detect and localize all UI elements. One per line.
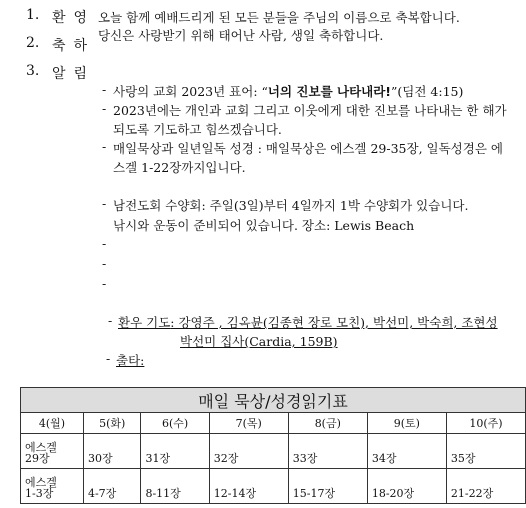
section-number: 3.: [26, 63, 40, 79]
retreat-line-2: 낚시와 운동이 준비되어 있습니다. 장소: Lewis Beach: [113, 218, 415, 233]
day-header: 10(주): [446, 413, 525, 434]
bullet-dash: -: [102, 276, 107, 291]
birthday-line: 당신은 사랑받기 위해 태어난 사람, 생일 축하합니다.: [98, 28, 384, 43]
reading-cell: 33장: [288, 434, 367, 469]
reading-schedule-table: [20, 387, 526, 504]
reading-cell: 32장: [209, 434, 288, 469]
section-title-notices: 알림: [52, 66, 96, 82]
bullet-dash: -: [102, 236, 107, 251]
reading-line-1: 매일묵상과 일년일독 성경 : 매일묵상은 에스겔 29-35장, 일독성경은 에: [113, 141, 503, 156]
day-header: 4(월): [21, 413, 84, 434]
table-row: [21, 434, 526, 469]
bullet-dash: -: [108, 313, 113, 328]
reading-cell: 15-17장: [288, 469, 367, 504]
section-title-congrats: 축하: [52, 38, 96, 54]
bullet-dash: -: [102, 196, 107, 211]
prayer-line-1: 환우 기도: 강영주 , 김옥뷴(김종현 장로 모친), 박선미, 박숙희, 조현성: [118, 315, 498, 330]
welcome-line: 오늘 함께 예배드리게 된 모든 분들을 주님의 이름으로 축복합니다.: [98, 10, 460, 25]
section-number: 2.: [26, 35, 40, 51]
departure-label: 출타:: [116, 353, 145, 368]
reading-cell: 21-22장: [446, 469, 525, 504]
reading-cell: 4-7장: [83, 469, 141, 504]
reading-cell: 18-20장: [367, 469, 446, 504]
bullet-dash: -: [102, 82, 107, 97]
bullet-dash: -: [102, 139, 107, 154]
day-header: 8(금): [288, 413, 367, 434]
reading-line-2: 스겔 1-22장까지입니다.: [113, 160, 246, 175]
bullet-dash: -: [102, 256, 107, 271]
progress-line-2: 되도록 기도하고 힘쓰겠습니다.: [113, 122, 282, 137]
reading-cell: 8-11장: [141, 469, 209, 504]
bullet-dash: -: [106, 351, 111, 366]
prayer-line-2: 박선미 집사(Cardia, 159B): [180, 334, 338, 349]
book-cell: 에스겔 1-3장: [21, 469, 84, 504]
day-header: 9(토): [367, 413, 446, 434]
reading-cell: 35장: [446, 434, 525, 469]
section-title-welcome: 환영: [52, 10, 96, 26]
schedule-title: 매일 묵상/성경읽기표: [21, 388, 526, 413]
table-row: [21, 469, 526, 504]
book-cell: 에스겔 29장: [21, 434, 84, 469]
section-number: 1.: [26, 7, 40, 23]
reading-cell: 30장: [83, 434, 141, 469]
progress-line-1: 2023년에는 개인과 교회 그리고 이웃에게 대한 진보를 나타내는 한 해가: [113, 103, 507, 118]
day-header: 7(목): [209, 413, 288, 434]
table-header-row: [21, 413, 526, 434]
day-header: 6(수): [141, 413, 209, 434]
bullet-dash: -: [102, 101, 107, 116]
theme-line: 사랑의 교회 2023년 표어: “너의 진보를 나타내라!”(딤전 4:15): [113, 84, 464, 99]
retreat-line-1: 남전도회 수양회: 주일(3일)부터 4일까지 1박 수양회가 있습니다.: [113, 198, 469, 213]
day-header: 5(화): [83, 413, 141, 434]
reading-cell: 12-14장: [209, 469, 288, 504]
reading-cell: 34장: [367, 434, 446, 469]
reading-cell: 31장: [141, 434, 209, 469]
